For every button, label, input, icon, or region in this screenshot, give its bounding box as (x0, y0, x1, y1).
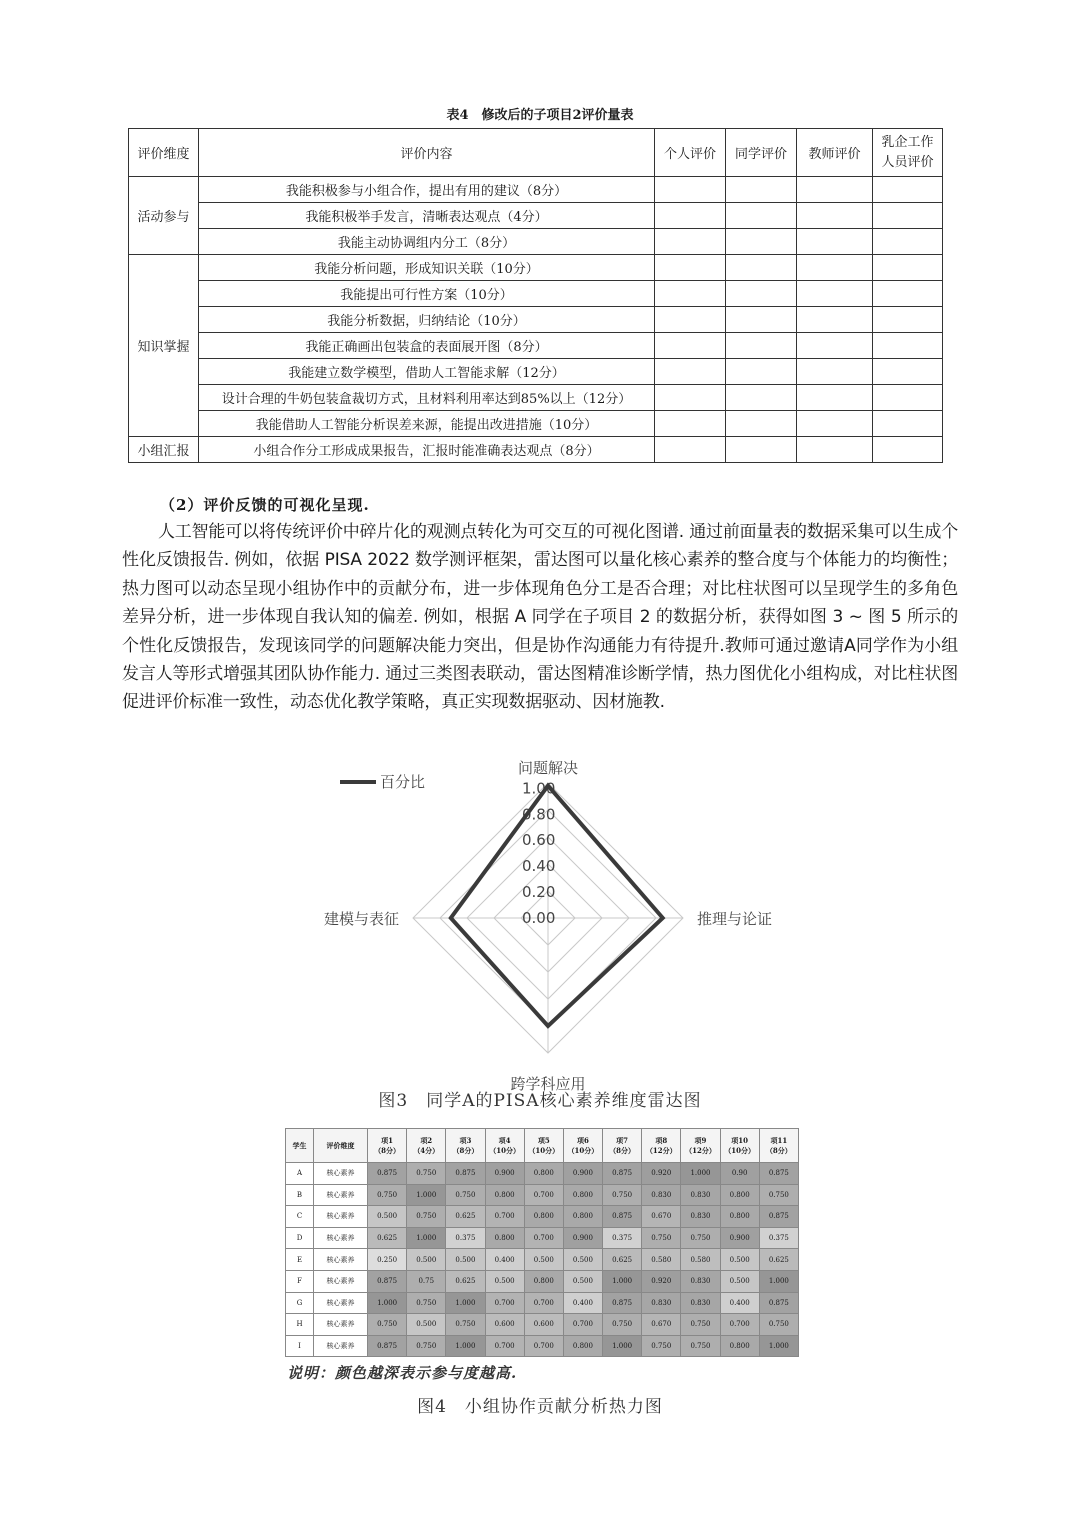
heatmap-value-cell: 1.000 (603, 1270, 642, 1292)
heatmap-value-cell: 0.800 (524, 1163, 563, 1185)
score-cell (726, 281, 797, 307)
heatmap-column-header (603, 1129, 642, 1163)
score-cell (726, 229, 797, 255)
heatmap-value-cell: 0.800 (563, 1184, 602, 1206)
heatmap-value-cell: 0.800 (485, 1184, 524, 1206)
figure3-caption: 图3 同学A的PISA核心素养维度雷达图 (378, 1091, 702, 1111)
heatmap-dimension-cell: 核心素养 (314, 1206, 368, 1228)
heatmap-corner-header: 学生 (286, 1129, 314, 1163)
score-cell (797, 203, 873, 229)
heatmap-value-cell: 0.750 (759, 1314, 798, 1336)
heatmap-dimension-cell: 核心素养 (314, 1335, 368, 1357)
heatmap-value-cell: 1.000 (407, 1227, 446, 1249)
table-row (129, 229, 943, 255)
heatmap-dimension-cell: 核心素养 (314, 1227, 368, 1249)
heatmap-value-cell: 1.000 (407, 1184, 446, 1206)
heatmap-value-cell: 0.920 (642, 1270, 681, 1292)
heatmap-value-cell: 0.750 (407, 1163, 446, 1185)
heatmap-column-label: 项11 (770, 1135, 788, 1145)
score-cell (797, 307, 873, 333)
heatmap-value-cell: 0.750 (407, 1292, 446, 1314)
score-cell (726, 307, 797, 333)
table-row (129, 333, 943, 359)
heatmap-column-header (407, 1129, 446, 1163)
heatmap-value-cell: 0.500 (407, 1249, 446, 1271)
heatmap-value-cell: 0.750 (759, 1184, 798, 1206)
content-cell: 我能分析问题，形成知识关联（10分） (199, 255, 655, 281)
heatmap-value-cell: 0.600 (524, 1314, 563, 1336)
score-cell (797, 359, 873, 385)
heatmap-value-cell: 0.400 (485, 1249, 524, 1271)
score-cell (655, 281, 726, 307)
heatmap-note: 说明：颜色越深表示参与度越高. (287, 1364, 518, 1382)
heatmap-value-cell: 0.75 (407, 1270, 446, 1292)
heatmap-value-cell: 1.000 (368, 1292, 407, 1314)
table-row (129, 411, 943, 437)
heatmap-value-cell: 0.700 (485, 1206, 524, 1228)
dimension-cell: 知识掌握 (129, 255, 199, 437)
heatmap-value-cell: 0.830 (681, 1206, 720, 1228)
score-cell (726, 203, 797, 229)
heatmap-column-points: （4分） (413, 1145, 440, 1155)
score-cell (655, 203, 726, 229)
header-dimension: 评价维度 (129, 129, 199, 177)
heatmap-corner-header: 评价维度 (314, 1129, 368, 1163)
table4-caption: 表4 修改后的子项目2评价量表 (446, 108, 634, 123)
heatmap-value-cell: 1.000 (446, 1335, 485, 1357)
radar-tick-label: 0.40 (522, 857, 556, 876)
score-cell (873, 333, 943, 359)
heatmap-value-cell: 0.800 (720, 1335, 759, 1357)
figure4-caption: 图4 小组协作贡献分析热力图 (417, 1397, 663, 1417)
heatmap-value-cell: 0.830 (642, 1184, 681, 1206)
heatmap-value-cell: 0.800 (563, 1206, 602, 1228)
score-cell (726, 333, 797, 359)
heatmap-column-points: （12分） (685, 1145, 716, 1155)
heatmap-column-points: （10分） (489, 1145, 520, 1155)
heatmap-student-cell: H (286, 1314, 314, 1336)
heatmap-value-cell: 0.750 (368, 1184, 407, 1206)
score-cell (726, 385, 797, 411)
heatmap-value-cell: 0.800 (720, 1184, 759, 1206)
heatmap-column-header (368, 1129, 407, 1163)
score-cell (655, 411, 726, 437)
score-cell (797, 437, 873, 463)
heatmap-value-cell: 0.900 (485, 1163, 524, 1185)
header-self: 个人评价 (655, 129, 726, 177)
heatmap-value-cell: 0.375 (759, 1227, 798, 1249)
heatmap-value-cell: 0.875 (759, 1292, 798, 1314)
heatmap-value-cell: 1.000 (681, 1163, 720, 1185)
heatmap-dimension-cell: 核心素养 (314, 1314, 368, 1336)
table-row (129, 281, 943, 307)
heatmap-body (286, 1163, 799, 1357)
heatmap-column-points: （8分） (609, 1145, 636, 1155)
heatmap-column-points: （8分） (452, 1145, 479, 1155)
heatmap-value-cell: 0.800 (720, 1206, 759, 1228)
heatmap-column-label: 项9 (694, 1135, 707, 1145)
table-row (129, 359, 943, 385)
heatmap-value-cell: 0.750 (603, 1314, 642, 1336)
heatmap-value-cell: 1.000 (603, 1335, 642, 1357)
content-cell: 我能积极参与小组合作，提出有用的建议（8分） (199, 177, 655, 203)
heatmap-dimension-cell: 核心素养 (314, 1163, 368, 1185)
content-cell: 我能正确画出包装盒的表面展开图（8分） (199, 333, 655, 359)
content-cell: 我能分析数据，归纳结论（10分） (199, 307, 655, 333)
content-cell: 我能借助人工智能分析误差来源，能提出改进措施（10分） (199, 411, 655, 437)
radar-tick-label: 0.60 (522, 831, 556, 850)
table-row (129, 307, 943, 333)
table-row (129, 177, 943, 203)
score-cell (655, 437, 726, 463)
heatmap-value-cell: 0.700 (720, 1314, 759, 1336)
radar-tick-label: 1.00 (522, 779, 556, 798)
heatmap-student-cell: D (286, 1227, 314, 1249)
legend-label: 百分比 (380, 773, 426, 791)
heatmap-value-cell: 0.750 (681, 1314, 720, 1336)
heatmap-value-cell: 0.700 (524, 1335, 563, 1357)
header-teacher: 教师评价 (797, 129, 873, 177)
heatmap-value-cell: 0.875 (368, 1270, 407, 1292)
heatmap-column-points: （12分） (645, 1145, 677, 1155)
content-cell: 我能提出可行性方案（10分） (199, 281, 655, 307)
content-cell: 设计合理的牛奶包装盒裁切方式，且材料利用率达到85%以上（12分） (199, 385, 655, 411)
radar-tick-label: 0.20 (522, 883, 556, 902)
heatmap-column-header (485, 1129, 524, 1163)
heatmap-value-cell: 0.750 (603, 1184, 642, 1206)
heatmap-student-cell: I (286, 1335, 314, 1357)
heatmap-value-cell: 0.600 (485, 1314, 524, 1336)
score-cell (797, 385, 873, 411)
evaluation-scale-table (128, 128, 943, 463)
body-paragraph: 人工智能可以将传统评价中碎片化的观测点转化为可交互的可视化图谱. 通过前面量表的数据采集可以生成个性化反馈报告. 例如，依据 PISA 2022 数学测评框架，雷达图可以量化核心素养的整合度与个体能力的均衡性；热力图可以动态呈现小组协作中的贡献分布，进一步体现角色分工是否合理；对比柱状图可以呈现学生的多角色差异分析，进一步体现自我认知的偏差. 例如，根据 A 同学在子项目 2 的数据分析，获得如图 3 ~ 图 5 所示的个性化反馈报告，发现该同学的问题解决能力突出，但是协作沟通能力有待提升.教师可通过邀请A同学作为小组发言人等形式增强其团队协作能力. 通过三类图表联动，雷达图精准诊断学情，热力图优化小组构成，对比柱状图促进评价标准一致性，动态优化教学策略，真正实现数据驱动、因材施教. (122, 522, 959, 713)
heatmap-value-cell: 0.700 (485, 1335, 524, 1357)
table4-body (129, 177, 943, 463)
heatmap-value-cell: 0.700 (524, 1292, 563, 1314)
score-cell (797, 333, 873, 359)
heatmap-value-cell: 0.625 (368, 1227, 407, 1249)
heatmap-value-cell: 0.250 (368, 1249, 407, 1271)
heatmap-value-cell: 0.800 (563, 1335, 602, 1357)
heatmap-value-cell: 0.900 (720, 1227, 759, 1249)
score-cell (873, 203, 943, 229)
heatmap-row (286, 1206, 799, 1228)
heatmap-value-cell: 0.625 (446, 1270, 485, 1292)
heatmap-value-cell: 0.800 (524, 1206, 563, 1228)
heatmap-value-cell: 0.500 (407, 1314, 446, 1336)
heatmap-column-label: 项2 (420, 1135, 433, 1145)
heatmap-column-label: 项5 (537, 1135, 550, 1145)
score-cell (726, 437, 797, 463)
heatmap-column-points: （8分） (374, 1145, 401, 1155)
score-cell (873, 359, 943, 385)
score-cell (873, 177, 943, 203)
section-heading: （2）评价反馈的可视化呈现. (160, 496, 370, 514)
heatmap-row (286, 1227, 799, 1249)
heatmap-value-cell: 0.400 (563, 1292, 602, 1314)
heatmap-column-label: 项4 (498, 1135, 511, 1145)
score-cell (655, 255, 726, 281)
heatmap-value-cell: 0.900 (563, 1227, 602, 1249)
heatmap-column-header (446, 1129, 485, 1163)
heatmap-column-header (720, 1129, 759, 1163)
heatmap-row (286, 1249, 799, 1271)
header-dairy-staff: 乳企工作人员评价 (873, 129, 943, 177)
heatmap-column-points: （8分） (765, 1145, 792, 1155)
heatmap-dimension-cell: 核心素养 (314, 1184, 368, 1206)
heatmap-value-cell: 0.875 (603, 1163, 642, 1185)
heatmap-value-cell: 0.500 (485, 1270, 524, 1292)
heatmap-value-cell: 0.700 (524, 1227, 563, 1249)
heatmap-value-cell: 0.750 (407, 1335, 446, 1357)
heatmap-student-cell: G (286, 1292, 314, 1314)
heatmap-value-cell: 0.750 (407, 1206, 446, 1228)
heatmap-value-cell: 1.000 (446, 1292, 485, 1314)
heatmap-value-cell: 0.700 (524, 1184, 563, 1206)
heatmap-student-cell: B (286, 1184, 314, 1206)
heatmap-value-cell: 0.625 (603, 1249, 642, 1271)
heatmap-value-cell: 0.500 (563, 1249, 602, 1271)
heatmap-student-cell: C (286, 1206, 314, 1228)
score-cell (726, 411, 797, 437)
table-row (129, 255, 943, 281)
header-content: 评价内容 (199, 129, 655, 177)
heatmap-column-label: 项3 (459, 1135, 472, 1145)
heatmap-value-cell: 0.500 (524, 1249, 563, 1271)
heatmap-value-cell: 0.400 (720, 1292, 759, 1314)
score-cell (726, 359, 797, 385)
heatmap-column-points: （10分） (528, 1145, 560, 1155)
heatmap-value-cell: 0.750 (368, 1314, 407, 1336)
heatmap-value-cell: 0.670 (642, 1206, 681, 1228)
heatmap-column-label: 项1 (381, 1135, 394, 1145)
radar-axis-label: 建模与表征 (323, 910, 399, 928)
heatmap-value-cell: 0.875 (368, 1335, 407, 1357)
heatmap-value-cell: 0.500 (368, 1206, 407, 1228)
score-cell (726, 255, 797, 281)
heatmap-value-cell: 0.375 (603, 1227, 642, 1249)
heatmap-value-cell: 0.830 (642, 1292, 681, 1314)
heatmap-row (286, 1184, 799, 1206)
score-cell (797, 177, 873, 203)
heatmap-value-cell: 0.700 (563, 1314, 602, 1336)
heatmap-value-cell: 0.625 (446, 1206, 485, 1228)
heatmap-value-cell: 0.830 (681, 1270, 720, 1292)
heatmap-value-cell: 0.500 (446, 1249, 485, 1271)
score-cell (655, 177, 726, 203)
heatmap-value-cell: 0.920 (642, 1163, 681, 1185)
heatmap-row (286, 1163, 799, 1185)
heatmap-value-cell: 1.000 (759, 1335, 798, 1357)
dimension-cell: 活动参与 (129, 177, 199, 255)
content-cell: 我能主动协调组内分工（8分） (199, 229, 655, 255)
radar-legend (340, 773, 425, 791)
heatmap-column-header (524, 1129, 563, 1163)
score-cell (873, 229, 943, 255)
heatmap-value-cell: 0.800 (485, 1227, 524, 1249)
heatmap-value-cell: 0.580 (642, 1249, 681, 1271)
score-cell (797, 229, 873, 255)
heatmap-value-cell: 0.580 (681, 1249, 720, 1271)
heatmap-column-header (642, 1129, 681, 1163)
table-row (129, 437, 943, 463)
radar-tick-label: 0.80 (522, 805, 556, 824)
radar-axis-label: 推理与论证 (697, 910, 773, 928)
heatmap-value-cell: 0.750 (446, 1184, 485, 1206)
heatmap-value-cell: 0.375 (446, 1227, 485, 1249)
score-cell (655, 385, 726, 411)
radar-tick-label: 0.00 (522, 909, 556, 927)
heatmap-row (286, 1335, 799, 1357)
radar-axis-label: 问题解决 (517, 759, 579, 777)
score-cell (873, 437, 943, 463)
heatmap-student-cell: F (286, 1270, 314, 1292)
heatmap-column-label: 项6 (577, 1135, 589, 1145)
heatmap-dimension-cell: 核心素养 (314, 1249, 368, 1271)
content-cell: 我能建立数学模型，借助人工智能求解（12分） (199, 359, 655, 385)
radar-chart (300, 759, 800, 1093)
score-cell (873, 281, 943, 307)
radar-axis-label: 跨学科应用 (510, 1075, 586, 1093)
heatmap-value-cell: 0.900 (563, 1163, 602, 1185)
table-row (129, 203, 943, 229)
heatmap-value-cell: 0.875 (759, 1206, 798, 1228)
heatmap-value-cell: 0.875 (603, 1292, 642, 1314)
heatmap-value-cell: 0.500 (720, 1249, 759, 1271)
heatmap-value-cell: 1.000 (759, 1270, 798, 1292)
heatmap-value-cell: 0.750 (642, 1335, 681, 1357)
table-header-row (129, 129, 943, 177)
heatmap-value-cell: 0.875 (446, 1163, 485, 1185)
heatmap-row (286, 1314, 799, 1336)
heatmap-column-header (759, 1129, 798, 1163)
heatmap-column-label: 项7 (616, 1135, 629, 1145)
heatmap-student-cell: A (286, 1163, 314, 1185)
score-cell (655, 307, 726, 333)
heatmap-column-header (563, 1129, 602, 1163)
heatmap-value-cell: 0.830 (681, 1292, 720, 1314)
heatmap-row (286, 1292, 799, 1314)
heatmap-value-cell: 0.830 (681, 1184, 720, 1206)
score-cell (797, 255, 873, 281)
heatmap-dimension-cell: 核心素养 (314, 1292, 368, 1314)
heatmap-value-cell: 0.875 (603, 1206, 642, 1228)
heatmap-value-cell: 0.750 (446, 1314, 485, 1336)
dimension-cell: 小组汇报 (129, 437, 199, 463)
score-cell (873, 255, 943, 281)
heatmap-value-cell: 0.800 (524, 1270, 563, 1292)
heatmap-student-cell: E (286, 1249, 314, 1271)
heatmap-value-cell: 0.670 (642, 1314, 681, 1336)
heatmap-column-points: （10分） (724, 1145, 755, 1155)
score-cell (655, 333, 726, 359)
score-cell (655, 359, 726, 385)
heatmap-value-cell: 0.750 (681, 1227, 720, 1249)
content-cell: 小组合作分工形成成果报告，汇报时能准确表达观点（8分） (199, 437, 655, 463)
heatmap-value-cell: 0.750 (681, 1335, 720, 1357)
content-cell: 我能积极举手发言，清晰表达观点（4分） (199, 203, 655, 229)
heatmap-table (285, 1128, 799, 1357)
heatmap-column-points: （10分） (567, 1145, 599, 1155)
heatmap-row (286, 1270, 799, 1292)
heatmap-value-cell: 0.500 (563, 1270, 602, 1292)
score-cell (797, 411, 873, 437)
header-peer: 同学评价 (726, 129, 797, 177)
score-cell (873, 411, 943, 437)
heatmap-dimension-cell: 核心素养 (314, 1270, 368, 1292)
heatmap-value-cell: 0.875 (368, 1163, 407, 1185)
score-cell (726, 177, 797, 203)
score-cell (655, 229, 726, 255)
heatmap-column-label: 项10 (731, 1135, 748, 1145)
heatmap-header-row (286, 1129, 799, 1163)
heatmap-value-cell: 0.700 (485, 1292, 524, 1314)
heatmap-value-cell: 0.500 (720, 1270, 759, 1292)
score-cell (873, 385, 943, 411)
heatmap-value-cell: 0.625 (759, 1249, 798, 1271)
table-row (129, 385, 943, 411)
heatmap-column-label: 项8 (655, 1135, 668, 1145)
heatmap-value-cell: 0.875 (759, 1163, 798, 1185)
heatmap-value-cell: 0.750 (642, 1227, 681, 1249)
heatmap-value-cell: 0.90 (720, 1163, 759, 1185)
score-cell (797, 281, 873, 307)
score-cell (873, 307, 943, 333)
heatmap-column-header (681, 1129, 720, 1163)
